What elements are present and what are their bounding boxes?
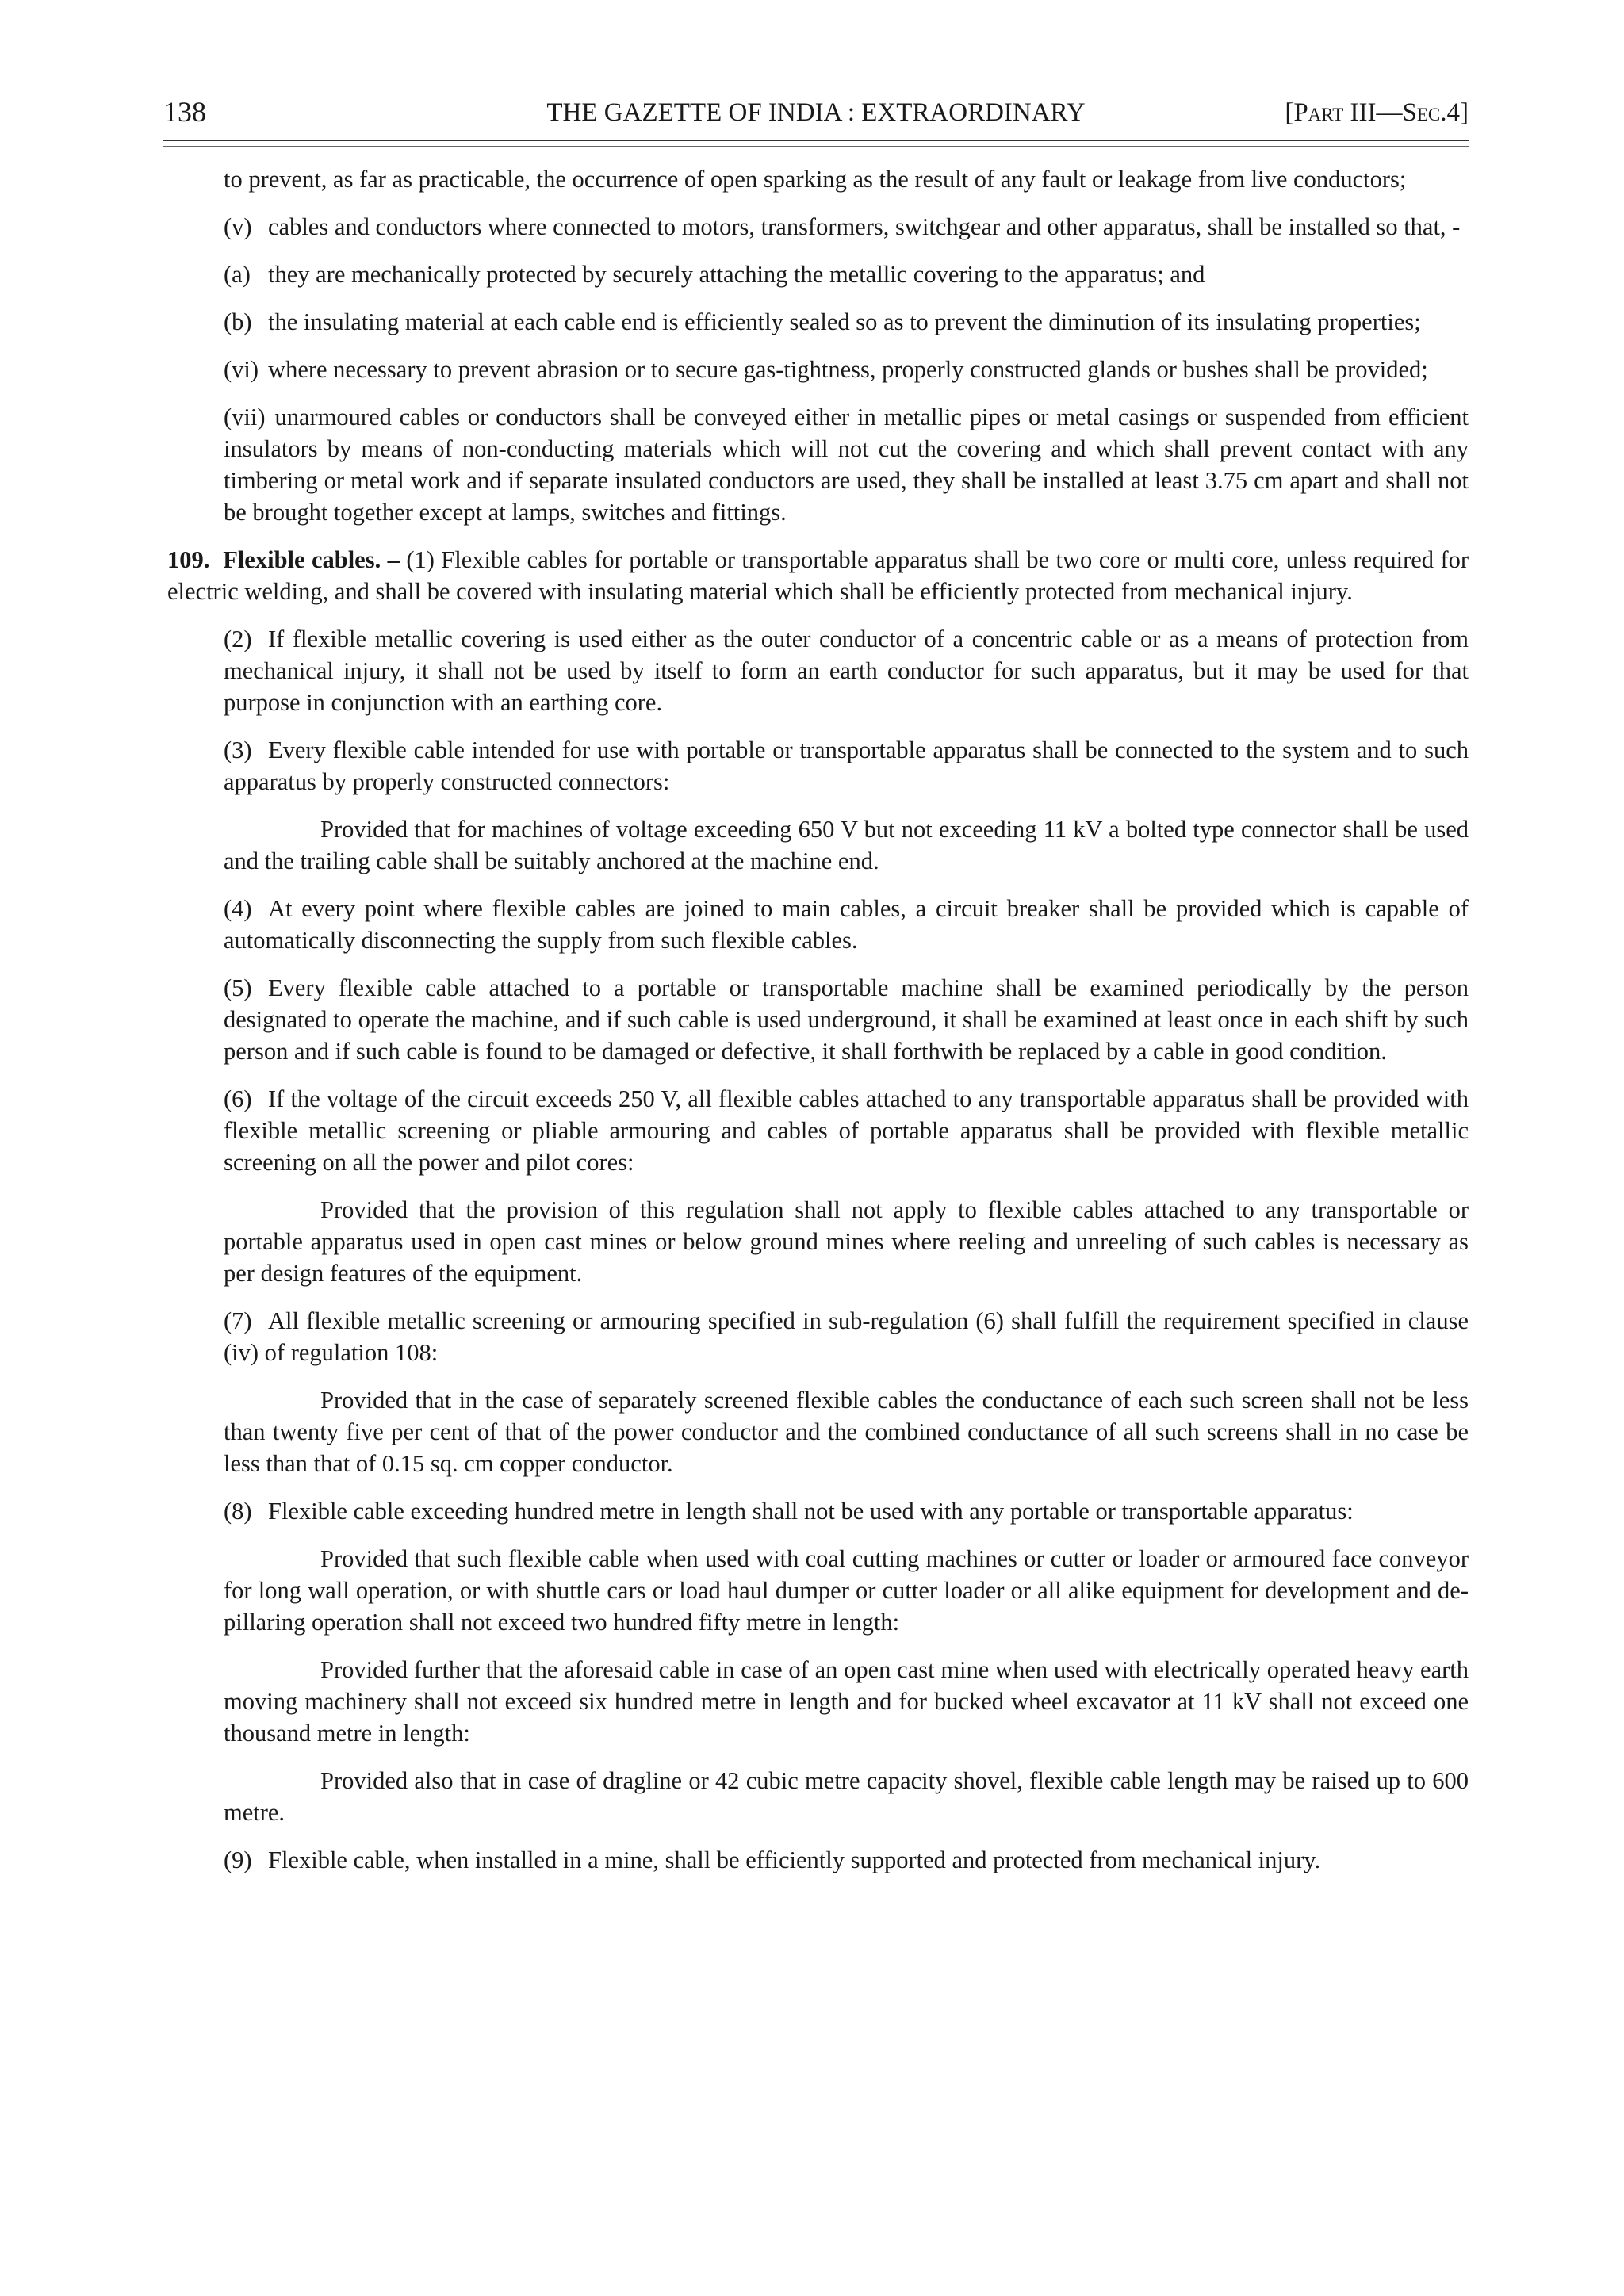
clause-vi [224,354,1469,385]
sub-regulation-9 [224,1844,1469,1876]
clause-vii [224,401,1469,528]
header-rule [163,140,1469,141]
clause-text: unarmoured cables or conductors shall be conveyed either in metallic pipes or metal casings or suspended from efficient insulators by means of non-conducting materials which will not cut the covering and which shall prevent contact with any timbering or metal work and if separate insulated conductors are used, they shall be installed at least 3.75 cm apart and shall not be brought together except at lamps, switches and fittings. [224,404,1469,526]
regulation-109 [167,544,1469,607]
proviso: Provided that in the case of separately screened flexible cables the conductance of each such screen shall not be less than twenty five per cent of that of the power conductor and the combined conductance of all such screens shall in no case be less than that of 0.15 sq. cm copper conductor. [224,1387,1469,1477]
sub-regulation-label: (9) [224,1846,252,1873]
sub-regulation-text: Flexible cable exceeding hundred metre in length shall not be used with any portable or transportable apparatus: [268,1498,1354,1525]
sub-regulation-label: (7) [224,1307,252,1334]
sub-regulation-text: Flexible cable, when installed in a mine, shall be efficiently supported and protected from mechanical injury. [268,1846,1321,1873]
proviso: Provided further that the aforesaid cable in case of an open cast mine when used with electrically operated heavy earth moving machinery shall not exceed six hundred metre in length and for bucked wheel excavator at 11 kV shall not exceed one thousand metre in length: [224,1656,1469,1747]
sub-regulation-6 [224,1083,1469,1178]
page-header [163,95,1469,143]
header-rule-thin [163,146,1469,147]
page-number: 138 [163,96,206,128]
clause-label: (v) [224,213,252,240]
clause-text: where necessary to prevent abrasion or to secure gas-tightness, properly constructed glands or bushes shall be provided; [268,356,1428,383]
sub-regulation-2 [224,623,1469,718]
sub-clause-text: the insulating material at each cable end is efficiently sealed so as to prevent the diminution of its insulating properties; [268,308,1421,335]
sub-regulation-label: (3) [224,737,252,763]
sub-regulation-3 [224,734,1469,798]
gazette-title: THE GAZETTE OF INDIA : EXTRAORDINARY [546,98,1086,127]
sub-regulation-8 [224,1495,1469,1527]
sub-regulation-1-text: (1) Flexible cables for portable or transportable apparatus shall be two core or multi core, unless required for electric welding, and shall be covered with insulating material which shall be efficiently protected from mechanical injury. [167,546,1469,605]
sub-regulation-label: (5) [224,974,252,1001]
sub-regulation-text: If flexible metallic covering is used either as the outer conductor of a concentric cable or as a means of protection from mechanical injury, it shall not be used by itself to form an earth conductor for such apparatus, but it may be used for that purpose in conjunction with an earthing core. [224,626,1469,716]
sub-regulation-label: (4) [224,895,252,922]
sub-regulation-4 [224,893,1469,956]
proviso: Provided that the provision of this regulation shall not apply to flexible cables attached to any transportable or portable apparatus used in open cast mines or below ground mines where reeling and unreeling of such cables is necessary as per design features of the equipment. [224,1196,1469,1287]
sub-regulation-text: At every point where flexible cables are joined to main cables, a circuit breaker shall be provided which is capable of automatically disconnecting the supply from such flexible cables. [224,895,1469,954]
sub-clause-text: they are mechanically protected by securely attaching the metallic covering to the apparatus; and [268,261,1205,288]
sub-regulation-label: (6) [224,1085,252,1112]
regulation-heading: Flexible cables. – [223,546,400,573]
proviso: Provided that such flexible cable when used with coal cutting machines or cutter or loader or armoured face conveyor for long wall operation, or with shuttle cars or load haul dumper or cutter loader or all alike equipment for development and de-pillaring operation shall not exceed two hundred fifty metre in length: [224,1545,1469,1636]
clause-label: (vi) [224,356,259,383]
sub-regulation-text: Every flexible cable intended for use with portable or transportable apparatus shall be connected to the system and to such apparatus by properly constructed connectors: [224,737,1469,795]
proviso: Provided that for machines of voltage exceeding 650 V but not exceeding 11 kV a bolted type connector shall be used and the trailing cable shall be suitably anchored at the machine end. [224,816,1469,874]
clause-label: (vii) [224,404,266,430]
clause-text: cables and conductors where connected to motors, transformers, switchgear and other apparatus, shall be installed so that, - [268,213,1461,240]
sub-regulation-text: If the voltage of the circuit exceeds 250 V, all flexible cables attached to any transportable apparatus shall be provided with flexible metallic screening or pliable armouring and cables of portable apparatus shall be provided with flexible metallic screening on all the power and pilot cores: [224,1085,1469,1176]
sub-clause-label: (a) [224,261,251,288]
proviso: Provided also that in case of dragline or 42 cubic metre capacity shovel, flexible cable length may be raised up to 600 metre. [224,1767,1469,1826]
sub-regulation-text: Every flexible cable attached to a portable or transportable machine shall be examined periodically by the person designated to operate the machine, and if such cable is used underground, it shall be examined at least once in each shift by such person and if such cable is found to be damaged or defective, it shall forthwith be replaced by a cable in good condition. [224,974,1469,1065]
sub-regulation-text: All flexible metallic screening or armouring specified in sub-regulation (6) shall fulfill the requirement specified in clause (iv) of regulation 108: [224,1307,1469,1366]
sub-regulation-label: (2) [224,626,252,652]
part-section-label: [Part III—Sec.4] [1285,98,1469,127]
regulation-number: 109. [167,546,210,573]
clause-v [224,211,1469,243]
clause-iv-continuation: to prevent, as far as practicable, the occurrence of open sparking as the result of any fault or leakage from live conductors; [224,166,1407,193]
document-body [167,163,1469,1876]
sub-regulation-7 [224,1305,1469,1368]
sub-clause-b [224,306,1469,338]
sub-clause-label: (b) [224,308,252,335]
sub-regulation-label: (8) [224,1498,252,1525]
sub-regulation-5 [224,972,1469,1067]
sub-clause-a [224,258,1469,290]
